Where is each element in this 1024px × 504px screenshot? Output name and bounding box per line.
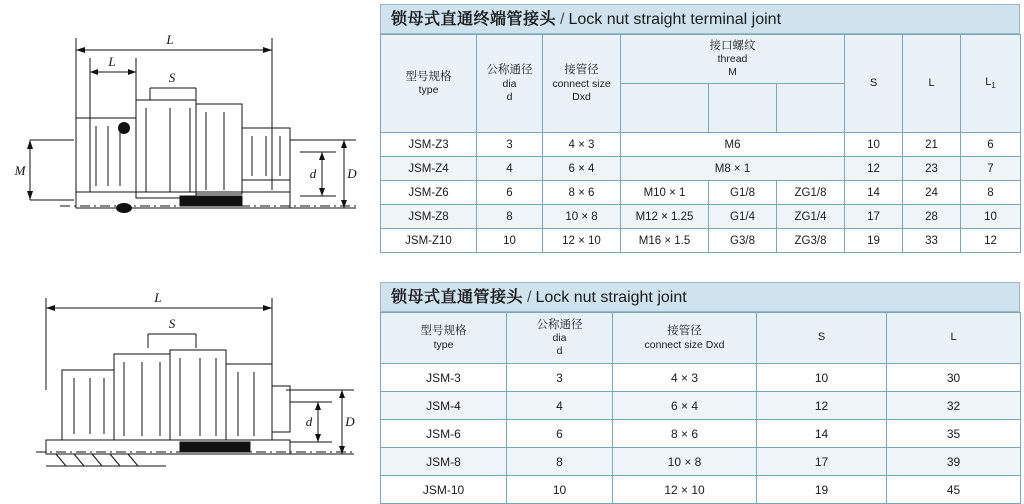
cell-l1: 8: [961, 181, 1021, 205]
cell-dia: 6: [477, 181, 543, 205]
cell-s: 17: [845, 205, 903, 229]
panel-title-straight: [380, 282, 1020, 312]
th-connect-2: [613, 313, 757, 364]
th-dia-en: dia: [502, 77, 517, 90]
cell-connect: 6 × 4: [613, 392, 757, 420]
cell-dia: 4: [507, 392, 613, 420]
cell-l1: 10: [961, 205, 1021, 229]
cell-l: 33: [903, 229, 961, 253]
cell-l: 30: [887, 364, 1021, 392]
table-header-row: [381, 35, 1021, 84]
cell-l: 21: [903, 133, 961, 157]
table-row: [381, 157, 1021, 181]
cell-connect: 8 × 6: [543, 181, 621, 205]
th-connect-cn: 接管径: [564, 64, 599, 77]
cell-thread-zg: ZG1/4: [777, 205, 845, 229]
th-l1-subscript: 1: [991, 81, 996, 91]
table-row: [381, 229, 1021, 253]
cell-s: 14: [845, 181, 903, 205]
th-thread-col2: [709, 84, 777, 133]
spec-table-terminal: [380, 34, 1021, 253]
cell-thread-m: M16 × 1.5: [621, 229, 709, 253]
th-s-2: [757, 313, 887, 364]
label-tube-inner-top: d: [309, 166, 317, 181]
cell-connect: 10 × 8: [543, 205, 621, 229]
drawing-straight-joint: [0, 250, 378, 495]
label-tube-outer-bottom: D: [345, 414, 355, 429]
cell-l: 24: [903, 181, 961, 205]
table-row: [381, 205, 1021, 229]
cell-type: JSM-Z10: [381, 229, 477, 253]
cell-s: 10: [757, 364, 887, 392]
cell-thread-g: G3/8: [709, 229, 777, 253]
table-header-row: [381, 313, 1021, 364]
cell-l1: 12: [961, 229, 1021, 253]
panel-title-en-2: Lock nut straight joint: [535, 289, 687, 306]
th-type-en: type: [418, 84, 439, 97]
th-dia: [477, 35, 543, 133]
cell-connect: 10 × 8: [613, 448, 757, 476]
panel-terminal-joint: [380, 4, 1020, 253]
cell-type: JSM-8: [381, 448, 507, 476]
cell-thread-g: G1/8: [709, 181, 777, 205]
cell-dia: 4: [477, 157, 543, 181]
cell-s: 17: [757, 448, 887, 476]
table-row: [381, 364, 1021, 392]
cell-dia: 3: [477, 133, 543, 157]
th-l: [903, 35, 961, 133]
cell-dia: 10: [477, 229, 543, 253]
table-row: [381, 133, 1021, 157]
th-l1: $L_1$: [961, 35, 1021, 133]
cell-thread: M6: [621, 133, 845, 157]
label-overall-length-top: L: [166, 32, 174, 47]
th-dia-cn: 公称通径: [486, 64, 533, 77]
panel-title-en: Lock nut straight terminal joint: [568, 11, 782, 28]
label-thread-size-top: M: [14, 163, 26, 178]
drawing-terminal-joint: [0, 0, 378, 250]
cell-thread-m: M12 × 1.25: [621, 205, 709, 229]
cell-connect: 12 × 10: [613, 476, 757, 504]
cell-l: 23: [903, 157, 961, 181]
cell-s: 19: [757, 476, 887, 504]
cell-thread-zg: ZG3/8: [777, 229, 845, 253]
panel-title-terminal: [380, 4, 1020, 34]
th-type-en-2: type: [433, 338, 454, 351]
th-dia-sub-2: d: [556, 345, 563, 358]
th-connect-cn-2: 接管径: [667, 325, 702, 338]
th-thread-col1: [621, 84, 709, 133]
label-tube-outer-top: D: [347, 166, 357, 181]
th-thread: [621, 35, 845, 84]
label-overall-length-bottom: L: [154, 290, 162, 305]
th-connect-en-2: connect size Dxd: [644, 338, 725, 351]
th-connect: [543, 35, 621, 133]
cell-type: JSM-4: [381, 392, 507, 420]
th-type-cn: 型号规格: [405, 70, 452, 83]
cell-l: 32: [887, 392, 1021, 420]
label-wrench-flat-top: S: [168, 70, 176, 85]
cell-type: JSM-Z6: [381, 181, 477, 205]
table-row: [381, 448, 1021, 476]
panel-title-separator: /: [560, 11, 565, 28]
th-dia-sub: d: [506, 90, 513, 103]
cell-s: 12: [845, 157, 903, 181]
cell-connect: 6 × 4: [543, 157, 621, 181]
table-row: [381, 181, 1021, 205]
th-s-label: S: [869, 76, 878, 89]
cell-l: 28: [903, 205, 961, 229]
th-l-label: L: [928, 76, 935, 89]
cell-l1: 6: [961, 133, 1021, 157]
th-thread-en: thread: [717, 53, 748, 66]
th-dia-cn-2: 公称通径: [536, 318, 583, 331]
th-type-2: [381, 313, 507, 364]
th-dia-en-2: dia: [552, 332, 567, 345]
th-l-2: [887, 313, 1021, 364]
cell-dia: 8: [477, 205, 543, 229]
cell-l: 39: [887, 448, 1021, 476]
cell-thread: M8 × 1: [621, 157, 845, 181]
th-connect-sub: Dxd: [572, 90, 591, 103]
cell-s: 12: [757, 392, 887, 420]
label-tube-inner-bottom: d: [305, 414, 313, 429]
cell-dia: 6: [507, 420, 613, 448]
th-s: [845, 35, 903, 133]
cell-connect: 4 × 3: [613, 364, 757, 392]
cell-dia: 8: [507, 448, 613, 476]
cell-thread-zg: ZG1/8: [777, 181, 845, 205]
cell-type: JSM-Z8: [381, 205, 477, 229]
cell-connect: 4 × 3: [543, 133, 621, 157]
th-s-label-2: S: [817, 331, 826, 344]
table-row: [381, 392, 1021, 420]
panel-straight-joint: [380, 282, 1020, 504]
cell-type: JSM-Z4: [381, 157, 477, 181]
th-thread-sub: M: [728, 66, 737, 79]
cell-dia: 10: [507, 476, 613, 504]
cell-s: 14: [757, 420, 887, 448]
cell-l: 45: [887, 476, 1021, 504]
cell-type: JSM-3: [381, 364, 507, 392]
cell-thread-g: G1/4: [709, 205, 777, 229]
th-connect-en: connect size: [552, 77, 611, 90]
cell-s: 10: [845, 133, 903, 157]
table-row: [381, 476, 1021, 504]
panel-title-separator-2: /: [527, 289, 532, 306]
cell-l1: 7: [961, 157, 1021, 181]
th-dia-2: [507, 313, 613, 364]
cell-connect: 8 × 6: [613, 420, 757, 448]
label-wrench-flat-bottom: S: [168, 316, 176, 331]
th-type: [381, 35, 477, 133]
panel-title-cn: 锁母式直通终端管接头: [391, 11, 557, 28]
spec-table-straight: [380, 312, 1021, 504]
table-row: [381, 420, 1021, 448]
cell-thread-m: M10 × 1: [621, 181, 709, 205]
label-thread-length-top: L: [108, 54, 116, 69]
cell-l: 35: [887, 420, 1021, 448]
cell-connect: 12 × 10: [543, 229, 621, 253]
th-l-label-2: L: [950, 331, 957, 344]
th-thread-col3: [777, 84, 845, 133]
cell-type: JSM-10: [381, 476, 507, 504]
cell-type: JSM-Z3: [381, 133, 477, 157]
th-thread-cn: 接口螺纹: [709, 39, 756, 52]
panel-title-cn-2: 锁母式直通管接头: [391, 289, 524, 306]
cell-dia: 3: [507, 364, 613, 392]
cell-type: JSM-6: [381, 420, 507, 448]
th-type-cn-2: 型号规格: [420, 325, 467, 338]
cell-s: 19: [845, 229, 903, 253]
